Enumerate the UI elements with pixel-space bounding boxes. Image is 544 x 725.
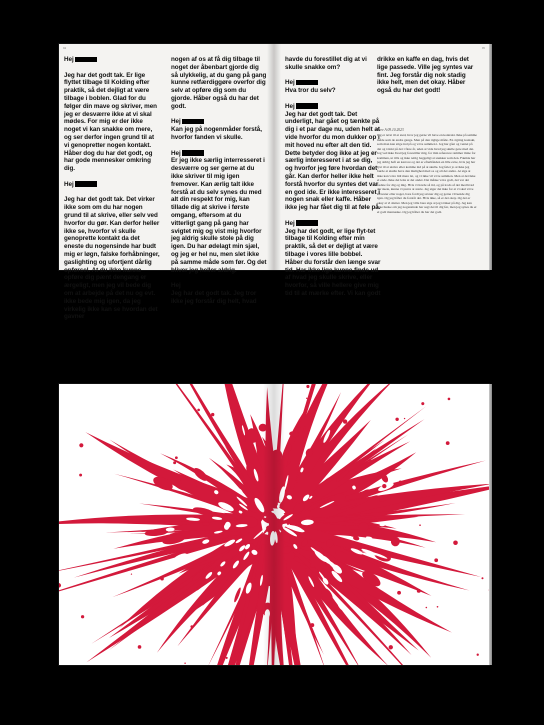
ink-splatter: [417, 589, 421, 593]
ink-splatter: [404, 418, 405, 419]
ink-splatter: [446, 441, 450, 445]
redaction-bar: [75, 181, 97, 187]
ink-splatter: [306, 398, 307, 399]
ink-splatter: [197, 409, 200, 412]
ink-splatter: [81, 615, 84, 618]
ink-splatter: [158, 467, 159, 468]
ink-splatter: [190, 625, 193, 628]
salutation: Hej: [171, 282, 181, 290]
redaction-bar: [182, 119, 204, 125]
letter-paragraph: Jeg har det godt tak. Det virker ikke som om du har nogen grund til at skrive, eller selv ved hvorfor du gør. Kan derfor heller ikke se, hvorfor vi skulle genoprette kontakt da det eneste du nogensinde har budt mig er løgn, falske forhåbninger, gaslighting og ufortjent dårlig opførsel. At du ikke kunne opføre dig pænt dengang er ærgeligt, men jeg vil bede dig om at arbejde på det nu og evt. ikke bede mig igen, da jeg virkelig ikke kan se hvordan det gavner: [64, 196, 160, 321]
ink-splatter: [481, 577, 483, 579]
ink-splatter: [131, 574, 132, 575]
spread-gutter: [263, 384, 285, 665]
letter-paragraph: havde du forestillet dig at vi skulle snakke om?: [285, 56, 367, 71]
salutation: Hej: [64, 180, 74, 188]
ink-splatter: [426, 607, 428, 609]
ink-splatter: [421, 402, 424, 405]
ink-splatter: [343, 433, 344, 434]
book-spread-artwork: [59, 384, 489, 665]
redaction-bar: [182, 150, 204, 156]
ink-splatter: [399, 481, 402, 484]
ink-splatter: [173, 461, 176, 464]
letter-paragraph: Jeg har det godt tak. Er lige flyttet tilbage til Kolding efter praktik, så det dejligt at være tilbage i boblen. Glad for du følger din mave og skriver, men jeg er desværre ikke at vi skal mødes. For mig er der ikke noget vi kan snakke om mere, og ser derfor ingen grund til at vi genopretter nogen kontakt. Håber dog du har det godt, og har gode mennesker omkring dig.: [64, 71, 157, 173]
page-edge: [489, 384, 492, 665]
ink-splatter: [419, 524, 421, 526]
ink-splatter: [211, 413, 214, 416]
ink-splatter: [160, 577, 164, 581]
text-column-3: [285, 56, 381, 306]
letter-body: Jeg er næst til et stød, hvor jeg gerne vil have en kontrakt. Ikke på samme måde som de andre gange. Men på den rigtige måde. En ægting kontakt, som man kan stige ind på og være sammen i. Jeg har gået og ventet på det og tænkt på det i flere år, uden at vide hvad jeg skulle gøre med det. Jeg ved ikke hvad jeg forestiller mig, for min reference rammer mine for kommen, ut tills og ikke rettig beggeligt at snakker som den. Faktisk har jeg aldrig haft en karrore og det er efterhånden en lille evne, hvis jeg har lyst til at skrive eller komme ind på at skulle. Jeg føler jo at ikke jeg burde at skulle have den mulighed med os og alt det andre. At sige at ikke kan være lidt mere let, og vi ikke vil være sammen. Men at det ikke et ende. Ikke det lette at det andet. Det måske være godt, det var det bedste for dig og mig. Hvis vi havde så tid, og på trods af det med hvad der skete, kunne vi prøve at starte. Jeg siger det ikke for at vi skal være kærester eller noget, bare fordi jeg savner dig og gerne vil kende dig igen. Og jeg håber du forstår det. Hvis ikke, så er det okay. Og det er okay at vi slutter. Men jeg ville bare sige at jeg tænker på dig. Jeg kan ikke huske om jeg nogensinde har sagt det til dig før, men jeg synes du er et godt menneske. Og jeg håber du har det godt.: [377, 133, 477, 214]
letter-paragraph: Jeg har det godt tak. Det underligt, har gået og tænkte på dig i et par dage nu, uden helt at vide hvorfor du mon dukker op i mit hoved nu efter alt den tid. Dette betyder dog ikke at jeg er særlig interesseret i at se dig, og hvorfor jeg føre hvordan det går. Kan derfor heller ikke helt forstå hvorfor du syntes det var en god ide. Er ikke interesseret i nogen snak eller kaffe. Håber ikke jeg har fået dig til at føle på.: [285, 110, 381, 212]
letter-paragraph: Jeg har det godt, er lige flyt-tet tilbage til Kolding efter min praktik, så det er dejligt at være tilbage i vores lille bobbel. Håber du forstår den længe svar tid. Har ikke lige kunne finde ud af hvad jeg skulle skrive, eller hvorfor, så ville hellere give mig tid til at mærke efter. Vi kan godt: [285, 227, 381, 297]
ink-splatter: [79, 443, 83, 447]
ink-splatter: [369, 459, 371, 461]
letter-paragraph: Er jeg ikke særlig interresseret i desværre og ser gerne at du ikke skriver til mig igen fremover. Kan ærlig talt ikke forstå at du selv synes du med alt din respekt for mig, kan tillade dig at skrive i første omgang, eftersom at du vitterligt gang på gang har svigtet mig og vist mig hvorfor jeg aldrig skulle stole på dig igen. Du har ødelagt min sjæl, og jeg er hel nu, men slet ikke på samme måde som før. Og det bliver jeg heller aldrig.: [171, 157, 267, 274]
ink-splatter: [306, 385, 309, 388]
ink-splatter: [448, 398, 451, 401]
ink-splatter: [453, 540, 458, 545]
ink-splatter: [184, 663, 185, 664]
ink-splatter: [397, 591, 401, 595]
ink-splatter: [477, 654, 479, 656]
book-spread-text: [59, 44, 489, 321]
text-column-1: [64, 56, 160, 329]
salutation: Hej: [285, 219, 295, 227]
redaction-bar: [296, 80, 318, 86]
red-splash-artwork: [59, 384, 489, 665]
ink-splatter: [389, 645, 393, 649]
ink-splatter: [79, 474, 82, 477]
ink-splatter: [138, 645, 142, 649]
text-column-2: [171, 56, 267, 313]
redaction-bar: [75, 57, 97, 63]
letter-paragraph: nogen af os at få dig tilbage til noget der åbenbart gjorde dig så ulykkelig, at du gang på gang kunne retfærdiggøre overfor dig selv at opføre dig som du gjorde. Håber også du har det godt.: [171, 56, 267, 110]
letter-paragraph: Hva tror du selv?: [285, 87, 336, 95]
salutation: Hej: [285, 102, 295, 110]
ink-splatter: [322, 386, 325, 389]
page-number-right: 95: [482, 46, 485, 50]
ink-splatter: [434, 558, 438, 562]
ink-splatter: [382, 484, 386, 488]
salutation: Hej: [64, 56, 74, 63]
ink-splatter: [175, 456, 178, 459]
salutation: Hej: [171, 149, 181, 157]
ink-splatter: [395, 418, 398, 421]
salutation: Hej: [171, 118, 181, 126]
letter-heading: Brev A 09.10.2023: [377, 128, 404, 132]
ink-blob: [203, 522, 210, 526]
ink-splatter: [453, 496, 455, 498]
letter-paragraph: drikke en kaffe en dag, hvis det lige passede. Ville jeg syntes var fint. Jeg forstår dig nok stadig ikke helt, men det okay. Håber også du har det godt!: [377, 56, 474, 95]
text-column-4-top: [377, 56, 479, 103]
ink-splatter: [310, 623, 314, 627]
ink-splatter: [343, 419, 347, 423]
ink-splatter: [437, 606, 439, 608]
ink-splatter: [226, 657, 228, 659]
salutation: Hej: [285, 79, 295, 87]
spread-gutter: [267, 44, 281, 270]
page-number-left: 94: [63, 46, 66, 50]
page-edge: [489, 44, 492, 270]
redaction-bar: [296, 103, 318, 109]
letter-paragraph: Kan jeg på nogenmåder forstå, hvorfor fanden vi skulle.: [171, 126, 262, 141]
redaction-bar: [296, 220, 318, 226]
redaction-bar: [182, 283, 204, 289]
letter-paragraph: Jeg har det godt tak. Jeg tror ikke jeg forstår dig helt, hvad: [171, 289, 257, 305]
